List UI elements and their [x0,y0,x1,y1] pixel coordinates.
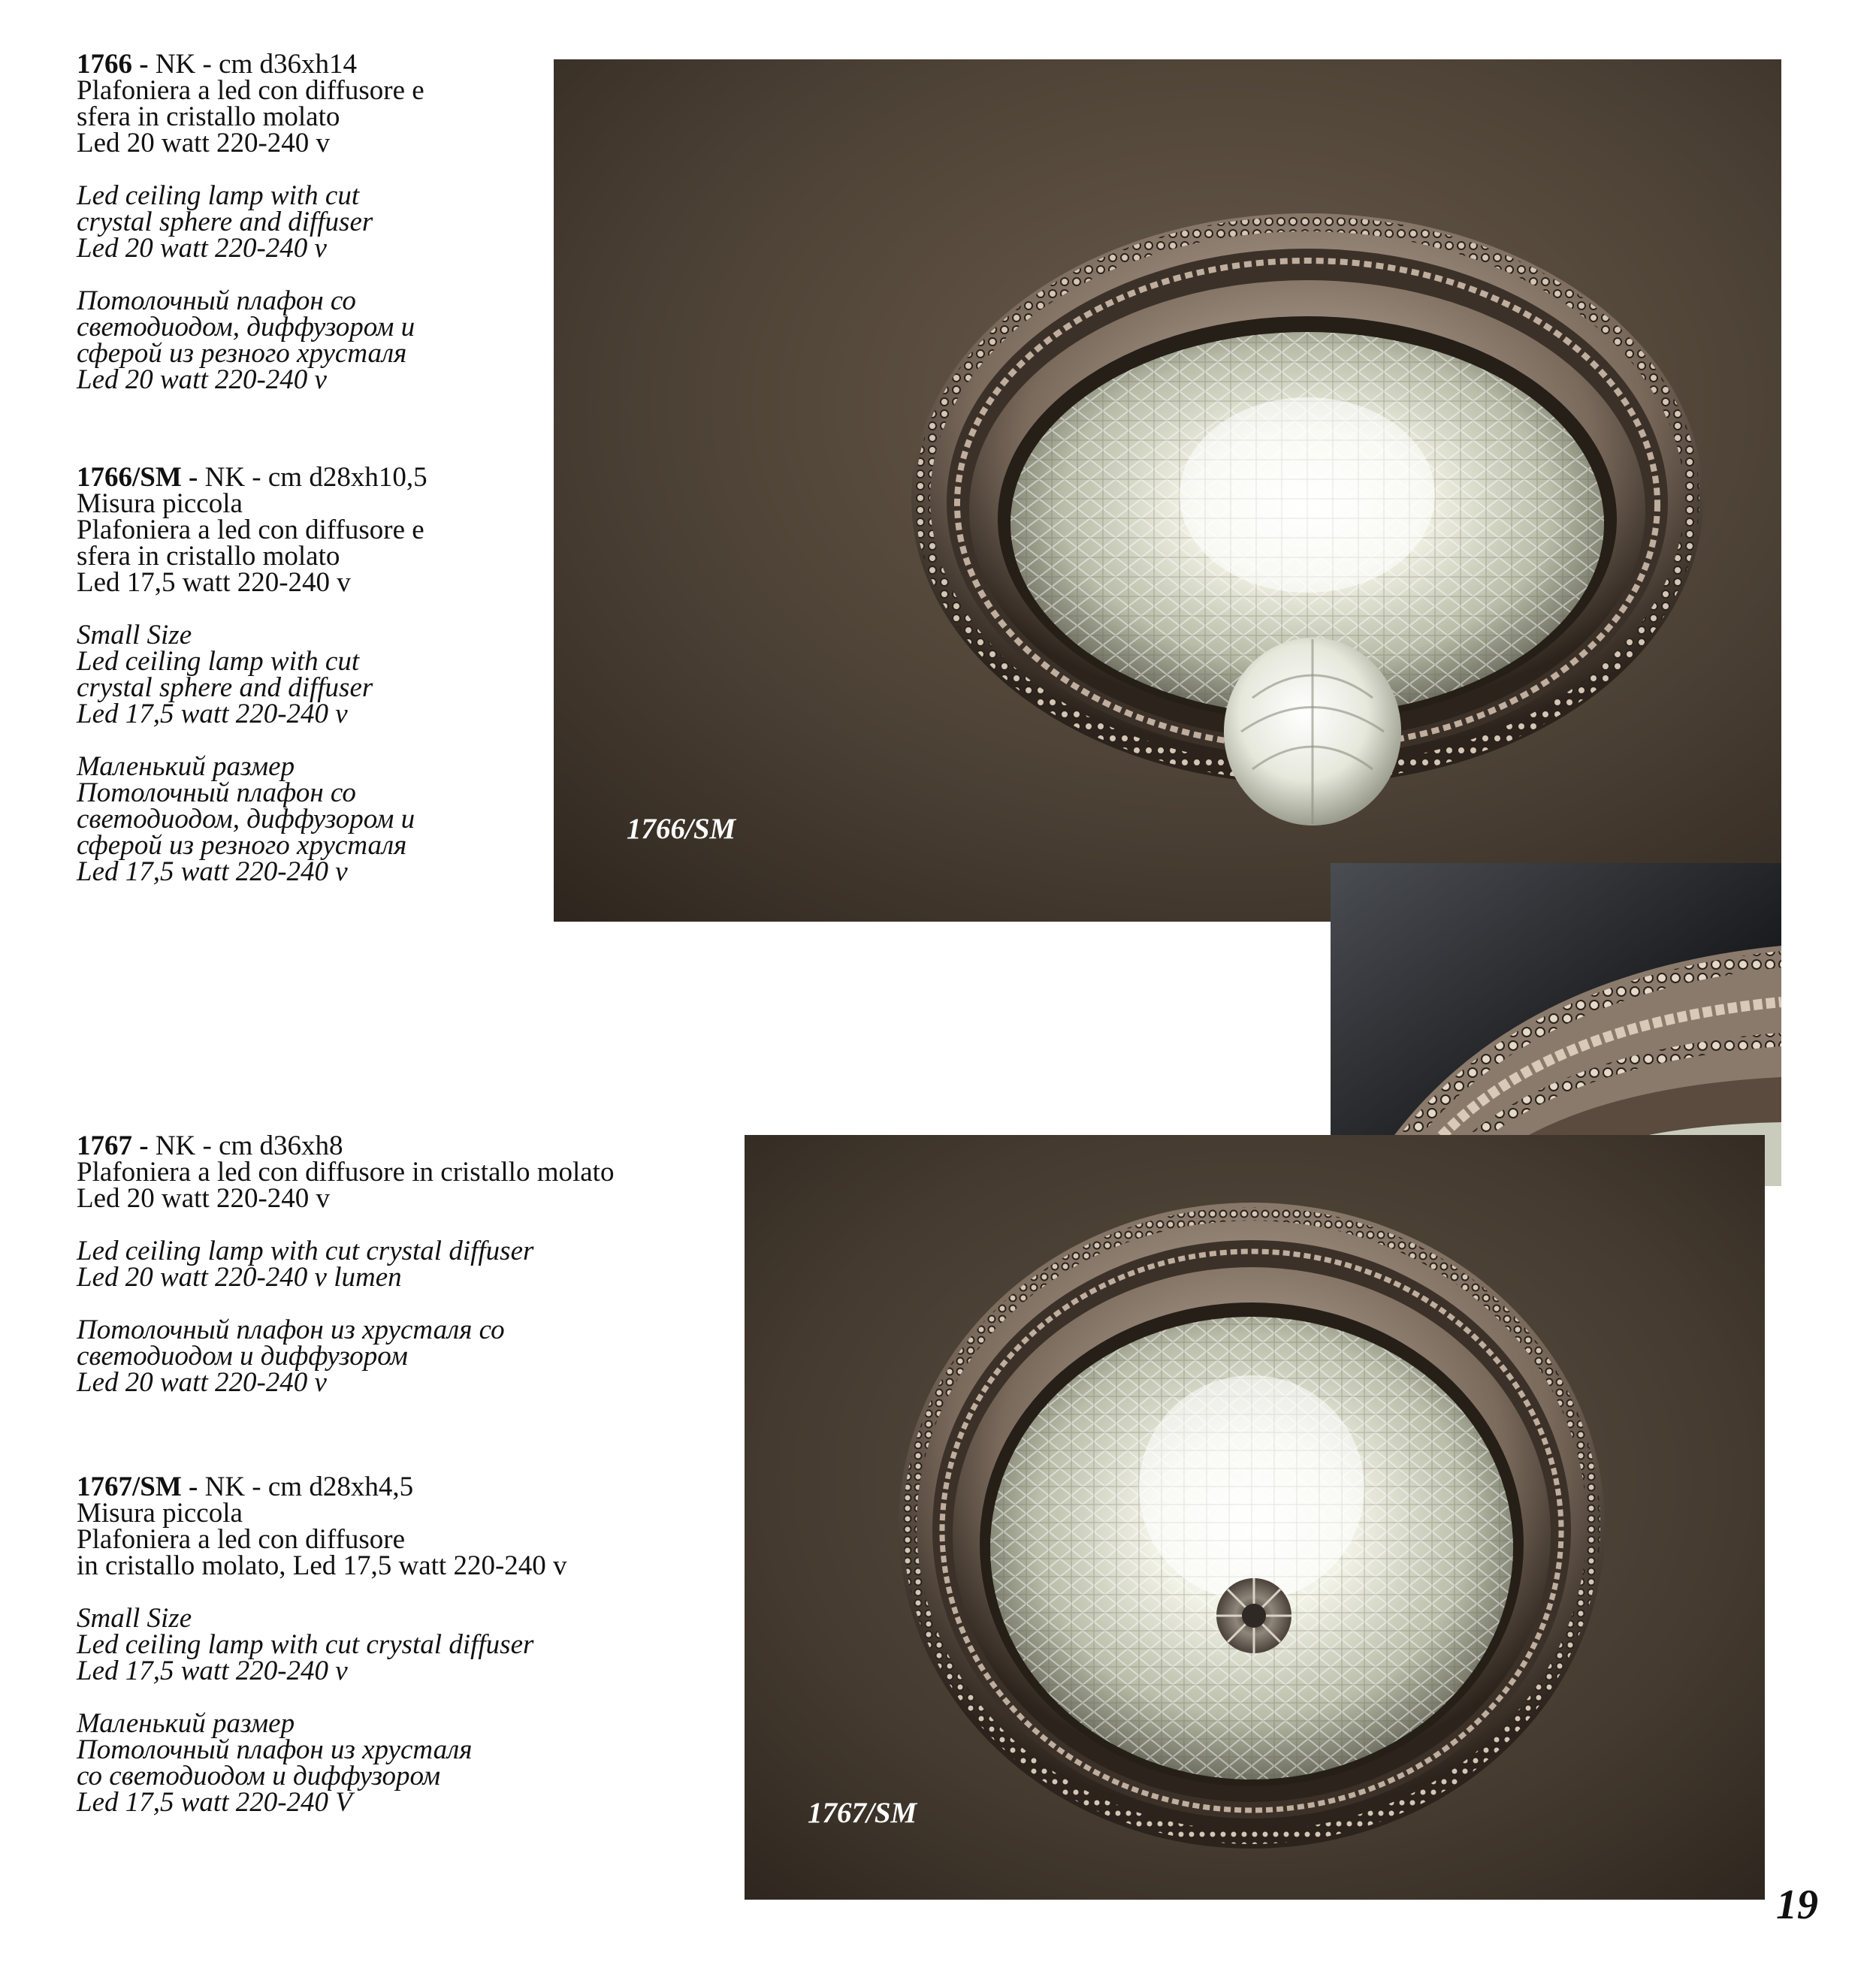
russian-line: Led 17,5 watt 220-240 V [77,1787,352,1818]
product-heading [77,49,424,80]
italian-line: Plafoniera a led con diffusore [77,1524,405,1555]
italian-line: sfera in cristallo molato [77,541,340,572]
russian-line: Потолочный плафон со [77,777,356,808]
italian-line: Led 17,5 watt 220-240 v [77,567,351,598]
english-line: Led 20 watt 220-240 v lumen [77,1262,402,1293]
russian-line: Led 20 watt 220-240 v [77,1367,327,1398]
english-line: Led 17,5 watt 220-240 v [77,1656,348,1686]
english-line: Led ceiling lamp with cut crystal diffuser [77,1236,534,1266]
product-spec: NK - cm d28xh4,5 [198,1471,414,1502]
russian-line: Маленький размер [77,751,295,782]
ceiling-lamp-illustration [554,59,1781,922]
product-spec: NK - cm d28xh10,5 [198,462,427,493]
english-line: Led ceiling lamp with cut crystal diffuser [77,1629,534,1660]
ceiling-lamp-illustration [745,1135,1765,1900]
italian-line: Plafoniera a led con diffusore e [77,515,424,545]
russian-line: Потолочный плафон со [77,285,356,316]
photo-caption: 1767/SM [808,1797,917,1829]
product-1767-description [77,1130,615,1398]
russian-line: сферой из резного хрусталя [77,338,407,369]
photo-caption: 1766/SM [627,813,736,845]
product-heading [77,1130,614,1161]
product-heading [77,1471,567,1502]
product-spec: NK - cm d36xh14 [148,49,358,80]
page-number: 19 [1776,1882,1818,1928]
english-line: crystal sphere and diffuser [77,207,373,237]
product-spec: NK - cm d36xh8 [148,1130,343,1161]
italian-line: Plafoniera a led con diffusore in cristallo molato [77,1157,615,1188]
russian-line: светодиодом, диффузором и [77,804,415,835]
italian-line: Plafoniera a led con diffusore e [77,75,424,106]
product-code: 1767 - [77,1130,149,1161]
english-line: Small Size [77,1603,192,1634]
russian-line: Потолочный плафон из хрусталя со [77,1315,505,1345]
italian-line: Led 20 watt 220-240 v [77,128,331,158]
product-code: 1766 - [77,49,149,80]
product-heading [77,462,427,493]
russian-line: со светодиодом и диффузором [77,1761,441,1791]
english-line: Led 17,5 watt 220-240 v [77,699,348,729]
product-1767sm-description [77,1471,567,1818]
product-photo-1766sm [554,59,1781,922]
russian-line: Маленький размер [77,1708,295,1739]
english-line: Led ceiling lamp with cut [77,180,360,211]
english-line: Small Size [77,620,192,650]
russian-line: светодиодом, диффузором и [77,312,415,343]
english-line: crystal sphere and diffuser [77,672,373,703]
product-code: 1767/SM - [77,1471,198,1502]
russian-line: Led 17,5 watt 220-240 v [77,856,348,887]
italian-line: Led 20 watt 220-240 v [77,1183,331,1214]
italian-line: Misura piccola [77,1498,243,1529]
product-code: 1766/SM - [77,462,198,493]
italian-line: in cristallo molato, Led 17,5 watt 220-240 v [77,1550,567,1581]
italian-line: Misura piccola [77,488,243,519]
product-1766sm-description [77,464,427,885]
russian-line: светодиодом и диффузором [77,1341,408,1372]
italian-line: sfera in cristallo molato [77,101,340,132]
russian-line: сферой из резного хрусталя [77,830,407,861]
product-1766-description [77,51,424,393]
english-line: Led ceiling lamp with cut [77,646,360,677]
english-line: Led 20 watt 220-240 v [77,233,327,264]
russian-line: Потолочный плафон из хрусталя [77,1734,473,1765]
russian-line: Led 20 watt 220-240 v [77,364,327,395]
product-photo-1767sm [745,1135,1765,1900]
